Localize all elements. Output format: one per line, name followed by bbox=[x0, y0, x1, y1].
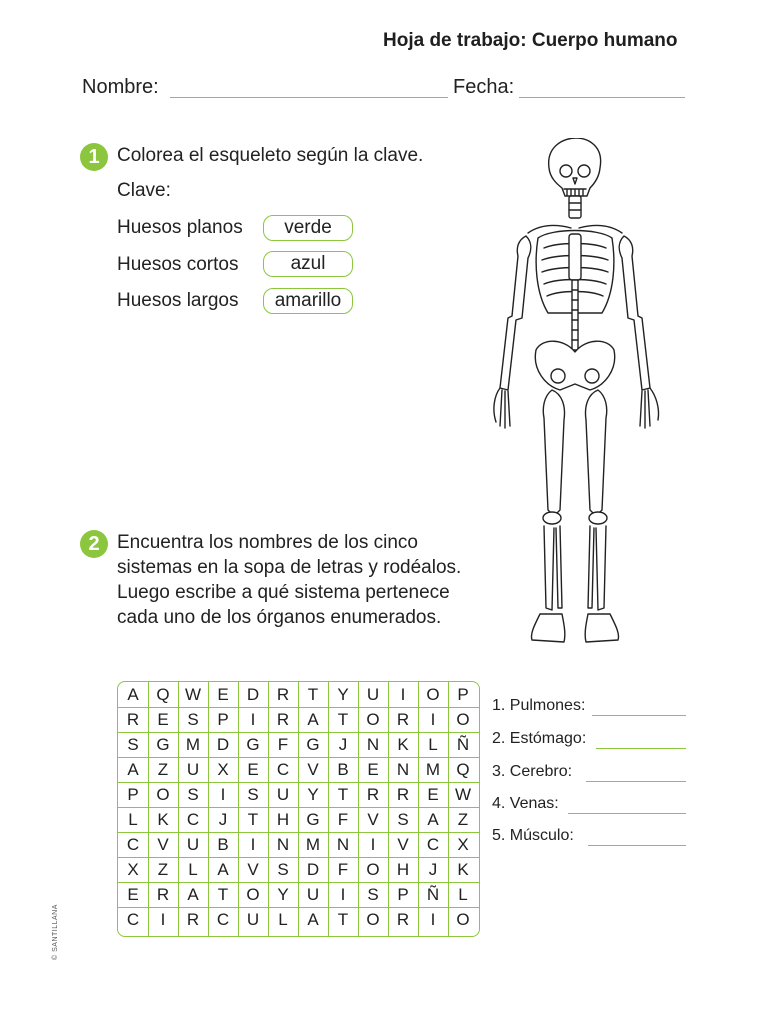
organ-answer-line[interactable] bbox=[592, 715, 686, 716]
grid-letter[interactable]: E bbox=[367, 760, 379, 779]
grid-letter[interactable]: D bbox=[216, 735, 230, 754]
organ-label: 1. Pulmones: bbox=[492, 697, 586, 714]
grid-letter[interactable]: H bbox=[276, 810, 290, 829]
key-color-long: amarillo bbox=[263, 288, 353, 314]
grid-letter[interactable]: Ñ bbox=[426, 885, 440, 904]
grid-letter[interactable]: F bbox=[277, 735, 289, 754]
organ-answer-line[interactable] bbox=[568, 813, 686, 814]
organ-item bbox=[492, 730, 586, 748]
grid-letter[interactable]: X bbox=[127, 860, 139, 879]
grid-letter[interactable]: O bbox=[366, 710, 380, 729]
skeleton-illustration[interactable] bbox=[486, 138, 664, 650]
grid-letter[interactable]: V bbox=[367, 810, 379, 829]
grid-letter[interactable]: O bbox=[366, 860, 380, 879]
grid-letter[interactable]: U bbox=[186, 760, 200, 779]
grid-letter[interactable]: C bbox=[216, 910, 230, 929]
grid-letter[interactable]: P bbox=[457, 685, 469, 704]
grid-letter[interactable]: C bbox=[426, 835, 440, 854]
grid-letter[interactable]: X bbox=[217, 760, 229, 779]
grid-letter[interactable]: E bbox=[247, 760, 259, 779]
grid-letter[interactable]: D bbox=[246, 685, 260, 704]
grid-letter[interactable]: O bbox=[156, 785, 170, 804]
key-color-flat: verde bbox=[263, 215, 353, 241]
grid-letter[interactable]: A bbox=[307, 710, 319, 729]
grid-letter[interactable]: T bbox=[337, 785, 349, 804]
grid-letter[interactable]: F bbox=[337, 860, 349, 879]
activity-1-number: 1 bbox=[80, 143, 108, 171]
grid-letter[interactable]: M bbox=[425, 760, 441, 779]
grid-letter[interactable]: E bbox=[127, 885, 139, 904]
key-label-short: Huesos cortos bbox=[117, 254, 239, 275]
grid-letter[interactable]: L bbox=[428, 735, 438, 754]
activity-2-line-2: sistemas en la sopa de letras y rodéalos. bbox=[117, 557, 462, 578]
activity-2-line-1: Encuentra los nombres de los cinco bbox=[117, 532, 418, 553]
organ-item bbox=[492, 827, 574, 845]
grid-letter[interactable]: A bbox=[427, 810, 439, 829]
grid-letter[interactable]: C bbox=[186, 810, 200, 829]
grid-letter[interactable]: B bbox=[337, 760, 349, 779]
grid-letter[interactable]: G bbox=[246, 735, 260, 754]
grid-letter[interactable]: J bbox=[338, 735, 348, 754]
grid-letter[interactable]: P bbox=[127, 785, 139, 804]
word-search-grid[interactable] bbox=[117, 681, 480, 937]
grid-letter[interactable]: I bbox=[430, 910, 436, 929]
grid-letter[interactable]: K bbox=[157, 810, 169, 829]
grid-letter[interactable]: W bbox=[184, 685, 202, 704]
grid-letter[interactable]: B bbox=[217, 835, 229, 854]
grid-letter[interactable]: V bbox=[157, 835, 169, 854]
grid-letter[interactable]: L bbox=[188, 860, 198, 879]
name-date-row bbox=[82, 76, 688, 106]
grid-letter[interactable]: Z bbox=[457, 810, 469, 829]
grid-letter[interactable]: G bbox=[156, 735, 170, 754]
organ-label: 4. Venas: bbox=[492, 795, 559, 812]
grid-letter[interactable]: Y bbox=[337, 685, 349, 704]
grid-letter[interactable]: I bbox=[370, 835, 376, 854]
grid-letter[interactable]: J bbox=[428, 860, 438, 879]
name-field[interactable] bbox=[170, 97, 448, 98]
grid-letter[interactable]: Q bbox=[456, 760, 470, 779]
grid-letter[interactable]: R bbox=[276, 710, 290, 729]
grid-letter[interactable]: S bbox=[277, 860, 289, 879]
grid-letter[interactable]: F bbox=[337, 810, 349, 829]
grid-letter[interactable]: Y bbox=[307, 785, 319, 804]
grid-letter[interactable]: X bbox=[457, 835, 469, 854]
grid-letter[interactable]: R bbox=[186, 910, 200, 929]
grid-letter[interactable]: R bbox=[366, 785, 380, 804]
grid-letter[interactable]: E bbox=[157, 710, 169, 729]
grid-letter[interactable]: U bbox=[276, 785, 290, 804]
grid-letter[interactable]: I bbox=[250, 835, 256, 854]
grid-letter[interactable]: R bbox=[396, 785, 410, 804]
grid-letter[interactable]: U bbox=[306, 885, 320, 904]
grid-letter[interactable]: T bbox=[307, 685, 319, 704]
page-title: Hoja de trabajo: Cuerpo humano bbox=[383, 30, 678, 51]
grid-letter[interactable]: S bbox=[187, 785, 199, 804]
grid-letter[interactable]: A bbox=[307, 910, 319, 929]
key-color-short: azul bbox=[263, 251, 353, 277]
grid-letter[interactable]: G bbox=[306, 810, 320, 829]
grid-letter[interactable]: O bbox=[456, 710, 470, 729]
grid-letter[interactable]: T bbox=[337, 710, 349, 729]
grid-letter[interactable]: I bbox=[400, 685, 406, 704]
grid-letter[interactable]: G bbox=[306, 735, 320, 754]
activity-2-line-4: cada uno de los órganos enumerados. bbox=[117, 607, 442, 628]
grid-letter[interactable]: D bbox=[306, 860, 320, 879]
grid-letter[interactable]: N bbox=[366, 735, 380, 754]
grid-letter[interactable]: Ñ bbox=[456, 735, 470, 754]
grid-letter[interactable]: A bbox=[127, 760, 139, 779]
grid-letter[interactable]: O bbox=[246, 885, 260, 904]
organ-answer-line[interactable] bbox=[588, 845, 686, 846]
grid-letter[interactable]: P bbox=[217, 710, 229, 729]
grid-letter[interactable]: T bbox=[217, 885, 229, 904]
grid-letter[interactable]: C bbox=[126, 910, 140, 929]
grid-letter[interactable]: S bbox=[187, 710, 199, 729]
grid-letter[interactable]: S bbox=[367, 885, 379, 904]
organ-item bbox=[492, 763, 572, 781]
organ-item bbox=[492, 795, 559, 813]
grid-letter[interactable]: S bbox=[127, 735, 139, 754]
grid-letter[interactable]: Q bbox=[156, 685, 170, 704]
grid-letter[interactable]: I bbox=[250, 710, 256, 729]
grid-letter[interactable]: E bbox=[217, 685, 229, 704]
grid-letter[interactable]: K bbox=[457, 860, 469, 879]
grid-letter[interactable]: U bbox=[186, 835, 200, 854]
grid-letter[interactable]: I bbox=[220, 785, 226, 804]
grid-letter[interactable]: R bbox=[396, 710, 410, 729]
grid-letter[interactable]: L bbox=[278, 910, 288, 929]
grid-letter[interactable]: A bbox=[187, 885, 199, 904]
grid-letter[interactable]: A bbox=[127, 685, 139, 704]
date-label: Fecha: bbox=[453, 76, 515, 98]
grid-letter[interactable]: P bbox=[397, 885, 409, 904]
grid-letter[interactable]: Z bbox=[157, 760, 169, 779]
key-label-long: Huesos largos bbox=[117, 290, 239, 311]
grid-letter[interactable]: Z bbox=[157, 860, 169, 879]
grid-letter[interactable]: E bbox=[427, 785, 439, 804]
grid-letter[interactable]: I bbox=[340, 885, 346, 904]
grid-letter[interactable]: R bbox=[396, 910, 410, 929]
organ-label: 5. Músculo: bbox=[492, 827, 574, 844]
grid-letter[interactable]: M bbox=[305, 835, 321, 854]
grid-letter[interactable]: O bbox=[426, 685, 440, 704]
grid-letter[interactable]: Y bbox=[277, 885, 289, 904]
grid-letter[interactable]: T bbox=[337, 910, 349, 929]
organ-label: 3. Cerebro: bbox=[492, 763, 573, 780]
grid-letter[interactable]: V bbox=[247, 860, 259, 879]
key-title: Clave: bbox=[117, 180, 171, 201]
activity-2-number: 2 bbox=[80, 530, 108, 558]
grid-letter[interactable]: V bbox=[397, 835, 409, 854]
grid-letter[interactable]: I bbox=[430, 710, 436, 729]
grid-letter[interactable]: R bbox=[276, 685, 290, 704]
grid-letter[interactable]: W bbox=[454, 785, 472, 804]
grid-letter[interactable]: C bbox=[276, 760, 290, 779]
copyright-text: © SANTILLANA bbox=[52, 904, 59, 960]
grid-letter[interactable]: O bbox=[456, 910, 470, 929]
grid-letter[interactable]: K bbox=[397, 735, 409, 754]
organ-item bbox=[492, 697, 585, 715]
grid-letter[interactable]: N bbox=[276, 835, 290, 854]
grid-letter[interactable]: M bbox=[185, 735, 201, 754]
grid-letter[interactable]: A bbox=[217, 860, 229, 879]
activity-2-line-3: Luego escribe a qué sistema pertenece bbox=[117, 582, 450, 603]
grid-letter[interactable]: N bbox=[396, 760, 410, 779]
grid-letter[interactable]: L bbox=[128, 810, 138, 829]
grid-letter[interactable]: N bbox=[336, 835, 350, 854]
grid-letter[interactable]: R bbox=[156, 885, 170, 904]
grid-letter[interactable]: T bbox=[247, 810, 259, 829]
name-label: Nombre: bbox=[82, 76, 159, 98]
key-label-flat: Huesos planos bbox=[117, 217, 243, 238]
activity-1-instruction: Colorea el esqueleto según la clave. bbox=[117, 145, 424, 166]
date-field[interactable] bbox=[519, 97, 685, 98]
organ-answer-line[interactable] bbox=[586, 781, 686, 782]
grid-letter[interactable]: R bbox=[126, 710, 140, 729]
grid-letter[interactable]: O bbox=[366, 910, 380, 929]
grid-letter[interactable]: I bbox=[160, 910, 166, 929]
grid-letter[interactable]: L bbox=[458, 885, 468, 904]
grid-letter[interactable]: C bbox=[126, 835, 140, 854]
organ-label: 2. Estómago: bbox=[492, 730, 587, 747]
grid-letter[interactable]: U bbox=[366, 685, 380, 704]
grid-letter[interactable]: U bbox=[246, 910, 260, 929]
organ-answer-line[interactable] bbox=[596, 748, 686, 749]
grid-letter[interactable]: J bbox=[218, 810, 228, 829]
grid-letter[interactable]: H bbox=[396, 860, 410, 879]
grid-letter[interactable]: S bbox=[247, 785, 259, 804]
grid-letter[interactable]: S bbox=[397, 810, 409, 829]
grid-letter[interactable]: V bbox=[307, 760, 319, 779]
